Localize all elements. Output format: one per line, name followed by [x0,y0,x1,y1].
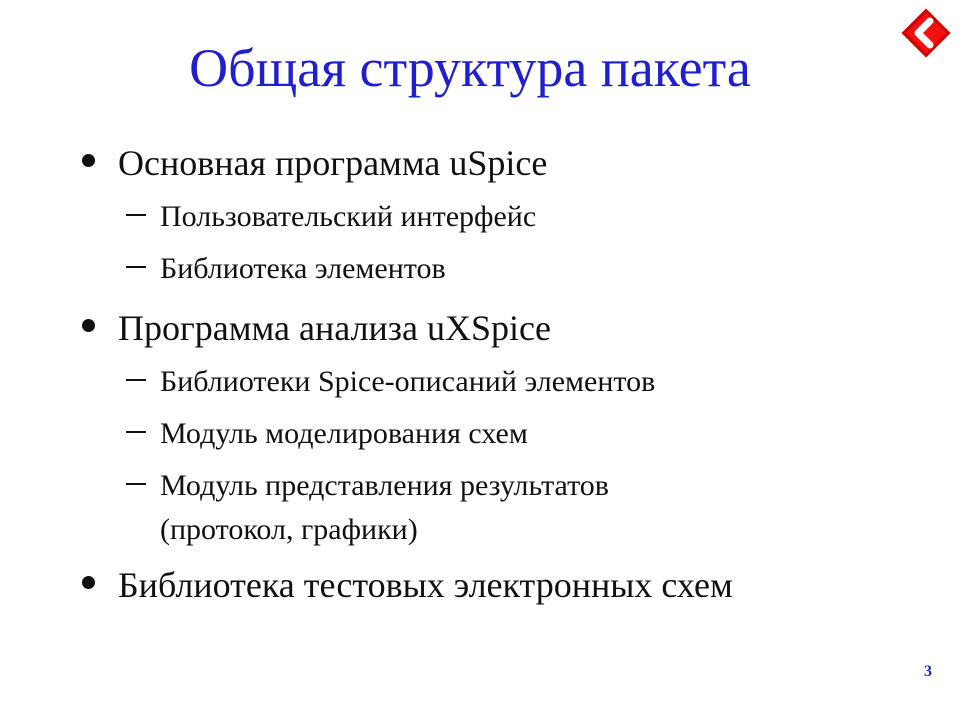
sub-bullet-item: Библиотеки Spice-описаний элементов [160,365,656,398]
bullet-dot [82,576,95,589]
bullet-dot [82,319,95,332]
page-number: 3 [924,663,932,680]
sub-bullet-item: Библиотека элементов [160,252,446,285]
sub-bullet-continuation: (протокол, графики) [160,513,418,546]
sub-bullet-item: Модуль моделирования схем [160,417,528,450]
sub-bullet-item: Пользовательский интерфейс [160,200,537,233]
bullet-item: Основная программа uSpice [118,143,548,183]
sub-bullet-dash [126,483,146,485]
bullet-item: Библиотека тестовых электронных схем [118,565,733,605]
sub-bullet-dash [126,379,146,381]
sub-bullet-item: Модуль представления результатов [160,469,609,502]
bullet-dot [82,154,95,167]
slide-title: Общая структура пакета [189,38,751,98]
sub-bullet-dash [126,214,146,216]
sub-bullet-dash [126,431,146,433]
sub-bullet-dash [126,266,146,268]
bullet-item: Программа анализа uXSpice [118,308,551,348]
